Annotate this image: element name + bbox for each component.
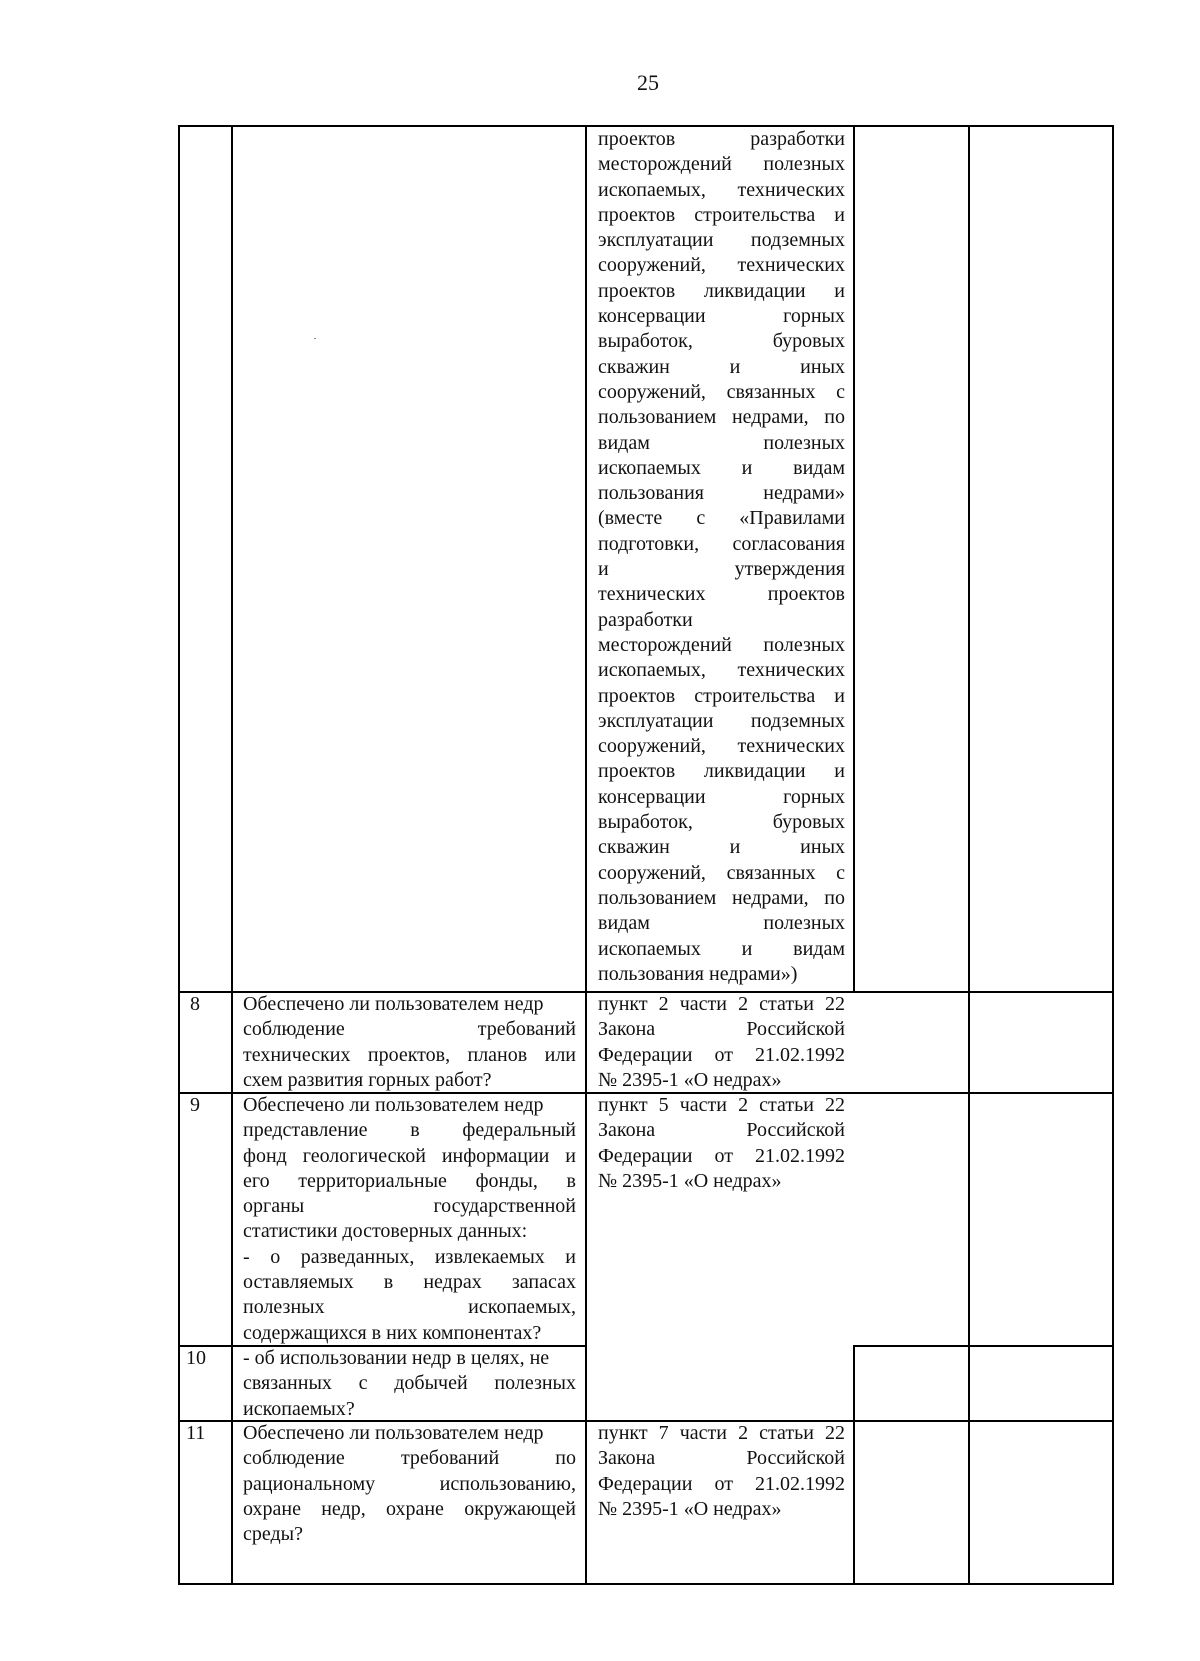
column-divider-number (231, 125, 233, 1585)
text-line: Закона Российской (598, 1018, 845, 1041)
text-line: Обеспечено ли пользователем недр (243, 1422, 544, 1444)
text-line: представление в федеральный (243, 1119, 576, 1142)
text-line: ископаемых и видам (598, 937, 845, 960)
question-text (243, 1421, 576, 1547)
text-line: соблюдение требований по (243, 1447, 576, 1470)
column-divider-basis-lower (853, 1347, 855, 1585)
text-line: консервации горных (598, 305, 845, 328)
text-line: проектов ликвидации и (598, 760, 845, 783)
page-number: 25 (637, 70, 659, 95)
row-number: 9 (190, 1094, 200, 1116)
text-line: ископаемых? (243, 1397, 355, 1420)
question-text (243, 1346, 576, 1422)
text-line: подготовки, согласования (598, 532, 845, 555)
legal-basis-text (598, 1093, 845, 1194)
column-divider-question (585, 125, 587, 1585)
text-line: сооружений, связанных с (598, 380, 845, 403)
legal-basis-text (598, 1421, 845, 1522)
text-line: Закона Российской (598, 1447, 845, 1470)
text-line: пользованием недрами, по (598, 886, 845, 909)
text-line: технических проектов, планов или (243, 1043, 576, 1066)
text-line: охране недр, охране окружающей (243, 1497, 576, 1520)
row-number: 11 (186, 1422, 206, 1444)
text-line: пользования недрами») (598, 962, 798, 985)
text-line: пункт 7 части 2 статьи 22 (598, 1422, 845, 1444)
question-text (243, 1093, 576, 1346)
text-line: связанных с добычей полезных (243, 1372, 576, 1395)
text-line: технических проектов (598, 583, 845, 606)
text-line: выработок, буровых (598, 811, 845, 834)
text-line: месторождений полезных (598, 633, 845, 656)
text-line: сооружений, технических (598, 254, 845, 277)
table-border-left (178, 125, 180, 1585)
row-border-10-right (853, 1345, 1114, 1347)
text-line: проектов ликвидации и (598, 279, 845, 302)
text-line: скважин и иных (598, 355, 845, 378)
text-line: эксплуатации подземных (598, 229, 845, 252)
text-line: ископаемых и видам (598, 456, 845, 479)
text-line: проектов строительства и (598, 684, 845, 707)
text-line: разработки (598, 608, 693, 631)
text-line: содержащихся в них компонентах? (243, 1321, 542, 1344)
text-line: его территориальные фонды, в (243, 1169, 576, 1192)
text-line: Федерации от 21.02.1992 (598, 1144, 845, 1167)
text-line: месторождений полезных (598, 153, 845, 176)
text-line: Федерации от 21.02.1992 (598, 1043, 845, 1066)
text-line: проектов строительства и (598, 203, 845, 226)
text-line: сооружений, связанных с (598, 861, 845, 884)
text-line: видам полезных (598, 912, 845, 935)
continuation-legal-basis (598, 127, 845, 987)
text-line: ископаемых, технических (598, 659, 845, 682)
text-line: № 2395-1 «О недрах» (598, 1497, 782, 1520)
column-divider-basis (853, 125, 855, 993)
text-line: схем развития горных работ? (243, 1068, 492, 1091)
text-line: полезных ископаемых, (243, 1296, 576, 1319)
scan-speck (314, 338, 316, 339)
text-line: органы государственной (243, 1195, 576, 1218)
text-line: пользования недрами» (598, 482, 845, 505)
text-line: выработок, буровых (598, 330, 845, 353)
text-line: проектов разработки (598, 128, 845, 150)
text-line: Закона Российской (598, 1119, 845, 1142)
text-line: сооружений, технических (598, 735, 845, 758)
text-line: фонд геологической информации и (243, 1144, 576, 1167)
text-line: (вместе с «Правилами (598, 507, 845, 530)
text-line: Обеспечено ли пользователем недр (243, 1094, 544, 1116)
text-line: видам полезных (598, 431, 845, 454)
text-line: пункт 2 части 2 статьи 22 (598, 993, 845, 1015)
table-border-bottom (178, 1583, 1114, 1585)
text-line: скважин и иных (598, 836, 845, 859)
text-line: № 2395-1 «О недрах» (598, 1068, 782, 1091)
text-line: рациональному использованию, (243, 1472, 576, 1495)
column-divider-answer (968, 125, 970, 1585)
legal-basis-text (598, 992, 845, 1093)
text-line: ископаемых, технических (598, 178, 845, 201)
question-text (243, 992, 576, 1093)
text-line: - о разведанных, извлекаемых и (243, 1245, 576, 1268)
text-line: Обеспечено ли пользователем недр (243, 993, 544, 1015)
text-line: пункт 5 части 2 статьи 22 (598, 1094, 845, 1116)
text-line: эксплуатации подземных (598, 709, 845, 732)
text-line: оставляемых в недрах запасах (243, 1271, 576, 1294)
text-line: статистики достоверных данных: (243, 1220, 528, 1243)
row-number: 10 (186, 1347, 206, 1369)
text-line: среды? (243, 1523, 303, 1546)
text-line: № 2395-1 «О недрах» (598, 1169, 782, 1192)
text-line: Федерации от 21.02.1992 (598, 1472, 845, 1495)
text-line: - об использовании недр в целях, не (243, 1347, 550, 1369)
text-line: соблюдение требований (243, 1018, 576, 1041)
text-line: консервации горных (598, 785, 845, 808)
text-line: пользованием недрами, по (598, 406, 845, 429)
row-number: 8 (190, 993, 200, 1015)
table-border-right (1112, 125, 1114, 1585)
text-line: и утверждения (598, 558, 845, 581)
